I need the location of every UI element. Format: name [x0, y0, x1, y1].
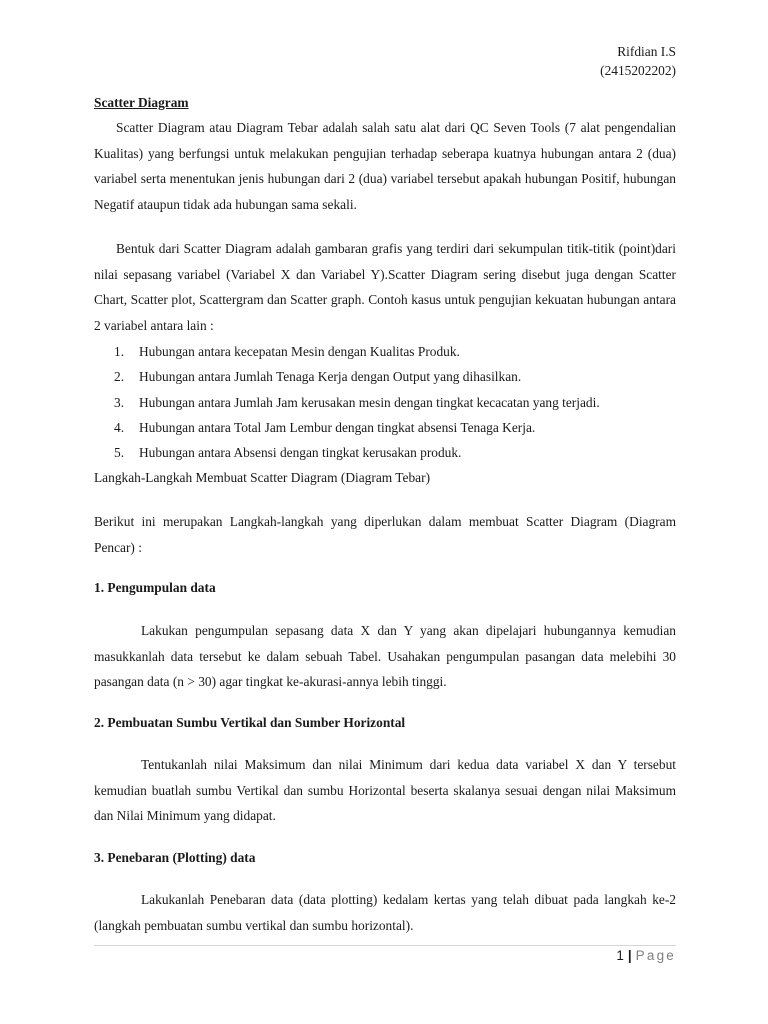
author-name: Rifdian I.S	[617, 44, 676, 59]
section-title: Scatter Diagram	[94, 95, 189, 110]
list-number: 2.	[114, 369, 125, 385]
list-text: Hubungan antara Jumlah Jam kerusakan mesin dengan tingkat kecacatan yang terjadi.	[139, 394, 600, 410]
list-item	[94, 415, 676, 440]
page-label: Page	[635, 948, 676, 963]
author-id: (2415202202)	[600, 63, 676, 78]
paragraph-definition: Scatter Diagram atau Diagram Tebar adalah salah satu alat dari QC Seven Tools (7 alat pengendalian Kualitas) yang berfungsi untuk melakukan pengujian terhadap seberapa kuatnya hubungan antara 2 (dua) variabel serta menentukan jenis hubungan dari 2 (dua) variabel tersebut apakah hubungan Positif, hubungan Negatif ataupun tidak ada hubungan sama sekali.	[94, 120, 676, 212]
list-item	[94, 339, 676, 364]
step-heading: 1. Pengumpulan data	[94, 580, 216, 595]
paragraph-form: Bentuk dari Scatter Diagram adalah gambaran grafis yang terdiri dari sekumpulan titik-titik (point)dari nilai sepasang variabel (Variabel X dan Variabel Y).Scatter Diagram sering disebut juga dengan Scatter Chart, Scatter plot, Scattergram dan Scatter graph. Contoh kasus untuk pengujian kekuatan hubungan antara 2 variabel antara lain :	[94, 241, 676, 333]
step-heading: 2. Pembuatan Sumbu Vertikal dan Sumber Horizontal	[94, 715, 406, 730]
list-number: 4.	[114, 419, 125, 435]
footer-separator: |	[627, 948, 632, 963]
steps-intro: Berikut ini merupakan Langkah-langkah yang diperlukan dalam membuat Scatter Diagram (Diagram Pencar) :	[94, 514, 676, 555]
list-text: Hubungan antara Absensi dengan tingkat kerusakan produk.	[139, 445, 462, 461]
list-number: 3.	[114, 394, 125, 410]
step-body: Lakukanlah Penebaran data (data plotting) kedalam kertas yang telah dibuat pada langkah ke-2 (langkah pembuatan sumbu vertikal dan sumbu horizontal).	[94, 892, 676, 933]
list-text: Hubungan antara kecepatan Mesin dengan Kualitas Produk.	[139, 344, 460, 359]
step-body: Lakukan pengumpulan sepasang data X dan Y yang akan dipelajari hubungannya kemudian masukkanlah data tersebut ke dalam sebuah Tabel. Usahakan pengumpulan pasangan data melebihi 30 pasangan data (n > 30) agar tingkat ke-akurasi-annya lebih tinggi.	[94, 623, 676, 689]
examples-list	[94, 339, 676, 465]
page-footer	[616, 947, 676, 965]
list-text: Hubungan antara Total Jam Lembur dengan tingkat absensi Tenaga Kerja.	[139, 419, 536, 435]
page-number: 1	[616, 948, 624, 963]
list-text: Hubungan antara Jumlah Tenaga Kerja dengan Output yang dihasilkan.	[139, 369, 522, 385]
list-item	[94, 390, 676, 415]
footer-divider	[94, 945, 676, 946]
steps-title: Langkah-Langkah Membuat Scatter Diagram (Diagram Tebar)	[94, 470, 431, 485]
list-number: 5.	[114, 445, 125, 461]
list-item	[94, 364, 676, 389]
step-heading: 3. Penebaran (Plotting) data	[94, 850, 256, 865]
author-header	[600, 42, 676, 80]
list-item	[94, 440, 676, 465]
list-number: 1.	[114, 344, 125, 359]
step-body: Tentukanlah nilai Maksimum dan nilai Minimum dari kedua data variabel X dan Y tersebut kemudian buatlah sumbu Vertikal dan sumbu Horizontal beserta skalanya sesuai dengan nilai Maksimum dan Nilai Minimum yang didapat.	[94, 757, 676, 823]
